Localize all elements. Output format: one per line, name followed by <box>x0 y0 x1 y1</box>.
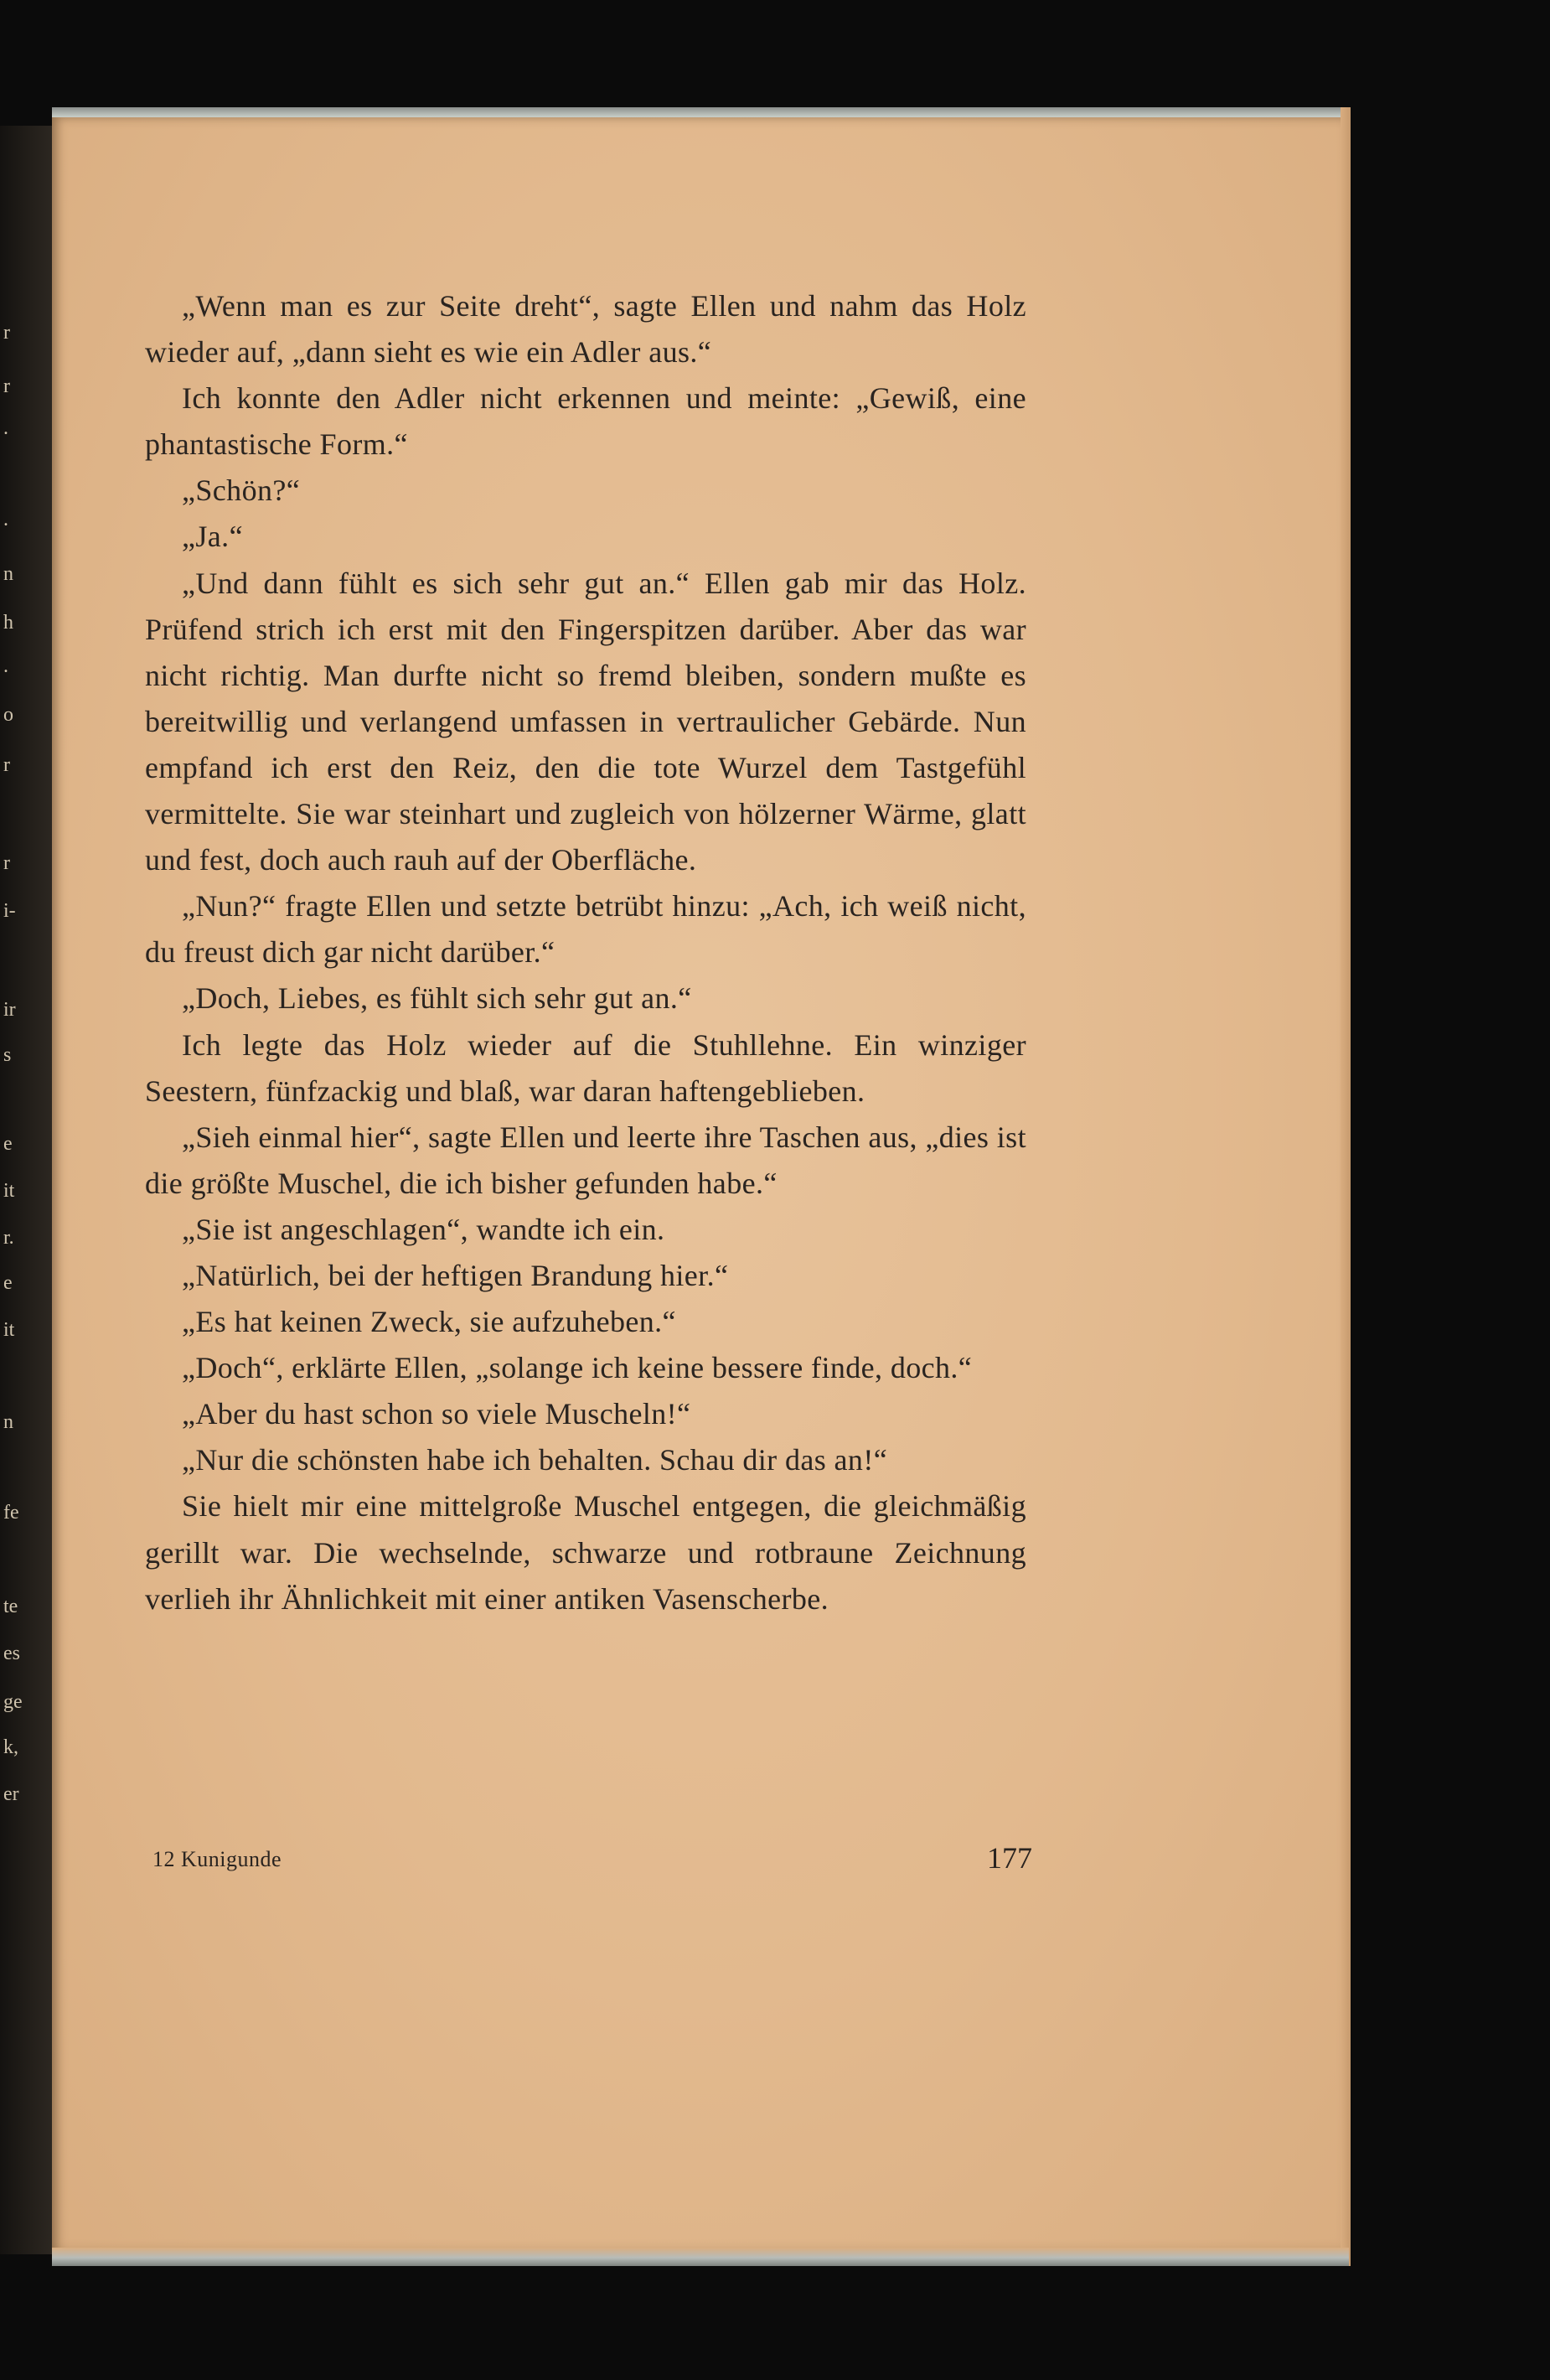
paragraph: „Nur die schönsten habe ich behalten. Schau dir das an!“ <box>182 1443 888 1477</box>
margin-fragment: it <box>3 1180 15 1202</box>
margin-fragment: e <box>3 1272 13 1294</box>
paragraph: Ich konnte den Adler nicht erkennen und meinte: „Gewiß, eine phantastische Form.“ <box>145 381 1026 462</box>
paragraph: „Aber du hast schon so viele Muscheln!“ <box>182 1397 691 1431</box>
margin-fragment: e <box>3 1133 13 1155</box>
paragraph: „Wenn man es zur Seite dreht“, sagte Ellen und nahm das Holz wieder auf, „dann sieht es wie ein Adler aus.“ <box>145 289 1026 370</box>
margin-fragment: r <box>3 852 10 874</box>
paragraph: „Sie ist angeschlagen“, wandte ich ein. <box>182 1212 665 1246</box>
margin-fragment: r <box>3 322 10 344</box>
paragraph: „Ja.“ <box>182 520 243 554</box>
margin-fragment: o <box>3 704 13 726</box>
margin-fragment: ge <box>3 1691 23 1713</box>
margin-fragment: r <box>3 375 10 397</box>
signature-mark: 12 Kunigunde <box>152 1847 282 1871</box>
paragraph: „Und dann fühlt es sich sehr gut an.“ Ellen gab mir das Holz. Prüfend strich ich erst mit den Fingerspitzen darüber. Aber das war nicht richtig. Man durfte nicht so fremd bleiben, sondern mußte es bereitwillig und verlangend umfassen in vertraulicher Gebärde. Nun empfand ich erst den Reiz, den die tote Wurzel dem Tastgefühl vermittelte. Sie war steinhart und zugleich von hölzerner Wärme, glatt und fest, doch auch rauh auf der Oberfläche. <box>145 566 1026 877</box>
page-bottom-edge <box>52 2248 1349 2266</box>
margin-fragment: . <box>3 417 8 439</box>
paragraph: „Nun?“ fragte Ellen und setzte betrübt hinzu: „Ach, ich weiß nicht, du freust dich gar nicht darüber.“ <box>145 889 1026 970</box>
margin-fragment: h <box>3 612 13 634</box>
margin-fragment: i- <box>3 900 16 922</box>
paragraph: Ich legte das Holz wieder auf die Stuhllehne. Ein winziger Seestern, fünfzackig und blaß, war daran haftengeblieben. <box>145 1027 1026 1108</box>
margin-fragment: k, <box>3 1736 18 1758</box>
paragraph: Sie hielt mir eine mittelgroße Muschel entgegen, die gleichmäßig gerillt war. Die wechselnde, schwarze und rotbraune Zeichnung verlieh ihr Ähnlichkeit mit einer antiken Vasenscherbe. <box>145 1489 1026 1616</box>
body-text <box>145 283 1026 1622</box>
margin-fragment: es <box>3 1643 20 1664</box>
paragraph: „Natürlich, bei der heftigen Brandung hier.“ <box>182 1258 729 1292</box>
margin-fragment: er <box>3 1783 19 1805</box>
margin-fragment: r. <box>3 1227 14 1249</box>
margin-fragment: r <box>3 754 10 776</box>
paragraph: „Schön?“ <box>182 473 301 508</box>
previous-page-edge <box>0 126 52 2254</box>
margin-fragment: te <box>3 1596 18 1617</box>
page-right-edge <box>1341 107 1351 2266</box>
margin-fragment: s <box>3 1044 12 1066</box>
margin-fragment: n <box>3 563 13 585</box>
margin-fragment: . <box>3 655 8 677</box>
paragraph: „Es hat keinen Zweck, sie aufzuheben.“ <box>182 1305 676 1339</box>
margin-fragment: fe <box>3 1502 19 1524</box>
paragraph: „Doch, Liebes, es fühlt sich sehr gut an.“ <box>182 981 692 1016</box>
margin-fragment: n <box>3 1411 13 1433</box>
margin-fragment: . <box>3 509 8 530</box>
paragraph: „Sieh einmal hier“, sagte Ellen und leerte ihre Taschen aus, „dies ist die größte Muschel, die ich bisher gefunden habe.“ <box>145 1120 1026 1200</box>
margin-fragment: it <box>3 1319 15 1341</box>
margin-fragment: ir <box>3 999 16 1021</box>
paragraph: „Doch“, erklärte Ellen, „solange ich keine bessere finde, doch.“ <box>182 1351 973 1385</box>
page-number: 177 <box>987 1841 1032 1875</box>
